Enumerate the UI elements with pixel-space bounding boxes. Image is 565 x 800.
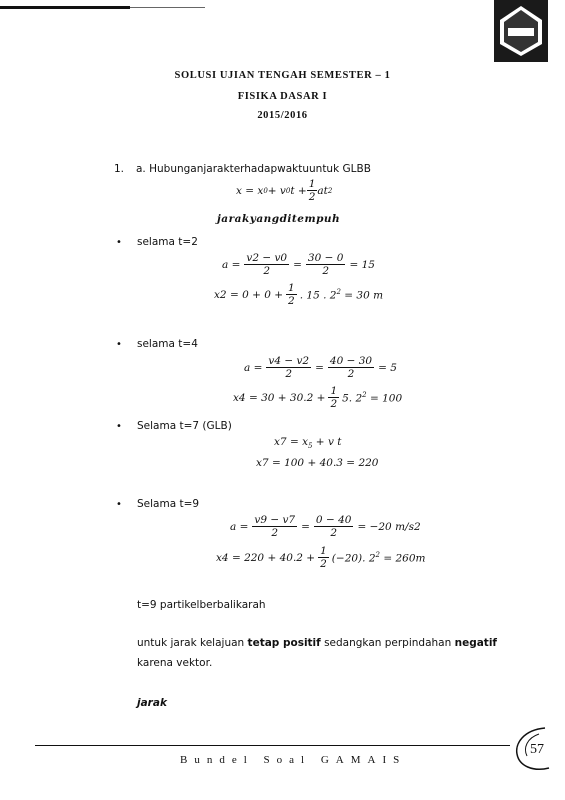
distance-label: jarakyangditempuh xyxy=(217,213,341,225)
section-label-t7: Selama t=7 (GLB) xyxy=(137,420,232,432)
position-eq-t2: x2 = 0 + 0 + $\frac{1}{2}$ . 15 . $2^2 = 30$ m xyxy=(214,282,384,307)
doc-subtitle: FISIKA DASAR I xyxy=(237,91,328,102)
page-number: 57 xyxy=(530,742,544,757)
bullet: • xyxy=(116,499,122,510)
accel-eq-t9: a = $\frac{v9 - v7}{2}$ = $\frac{0 - 40}{2}$ = −20 m/s2 xyxy=(230,514,421,539)
glbb-equation: x = x 0 + v 0 t + $\frac{1}{2}$ at 2 xyxy=(236,178,333,203)
note-speed-displacement: untuk jarak kelajuan tetap positif sedangkan perpindahan negatif xyxy=(137,637,497,649)
bullet: • xyxy=(116,339,122,350)
note-jarak: jarak xyxy=(137,697,167,709)
glb-eq-2: x7 = 100 + 40.3 = 220 xyxy=(256,457,379,469)
section-label-t9: Selama t=9 xyxy=(137,498,200,510)
position-eq-t4: x4 = 30 + 30.2 + $\frac{1}{2}$ 5. $2^2 = 100$ xyxy=(233,385,403,410)
header-rule xyxy=(0,6,130,9)
header-rule-thin xyxy=(130,7,205,8)
section-label-t4: selama t=4 xyxy=(137,338,198,350)
note-vector: karena vektor. xyxy=(137,657,213,669)
question-number: 1. xyxy=(114,163,125,175)
doc-title: SOLUSI UJIAN TENGAH SEMESTER – 1 xyxy=(174,70,391,81)
accel-eq-t2: a = $\frac{v2 - v0}{2}$ = $\frac{30 - 0}{2}$ = 15 xyxy=(222,252,375,277)
section-label-t2: selama t=2 xyxy=(137,236,198,248)
gamais-logo xyxy=(494,0,548,62)
glb-eq-1: $x7 = x_5 + v$ t xyxy=(274,436,342,451)
accel-eq-t4: a = $\frac{v4 - v2}{2}$ = $\frac{40 - 30}{2}$ = 5 xyxy=(244,355,397,380)
position-eq-t9: x4 = 220 + 40.2 + $\frac{1}{2}$ (−20). $2^2 = 260m$ xyxy=(216,545,426,570)
note-reversal: t=9 partikelberbalikarah xyxy=(137,599,266,611)
bullet: • xyxy=(116,421,122,432)
bullet: • xyxy=(116,237,122,248)
footer-rule xyxy=(35,745,510,746)
question-intro: a. Hubunganjarakterhadapwaktuuntuk GLBB xyxy=(136,163,371,175)
footer-title: Bundel Soal GAMAIS xyxy=(180,754,407,766)
doc-year: 2015/2016 xyxy=(257,110,308,121)
